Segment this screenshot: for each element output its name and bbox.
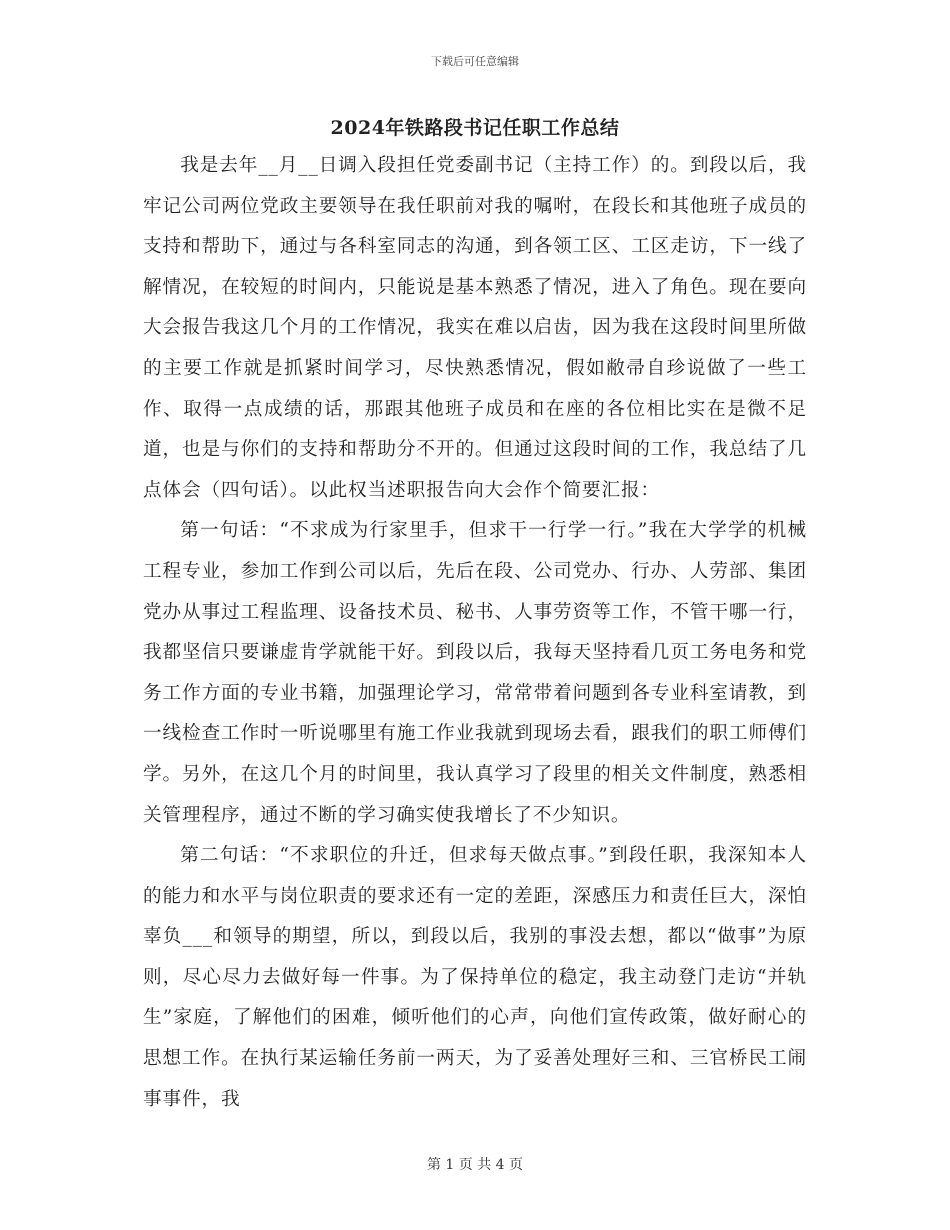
header-note: 下载后可任意编辑 (431, 55, 519, 68)
document-title: 2024年铁路段书记任职工作总结 (330, 117, 620, 139)
paragraph-3: 第二句话：“不求职位的升迁，但求每天做点事。”到段任职，我深知本人的能力和水平与岗位职责的要求还有一定的差距，深感压力和责任巨大，深怕辜负___和领导的期望，所以，到段以后，我别的事没去想，都以“做事”为原则，尽心尽力去做好每一件事。为了保持单位的稳定，我主动登门走访“并轨生”家庭，了解他们的困难，倾听他们的心声，向他们宣传政策，做好耐心的思想工作。在执行某运输任务前一两天，为了妥善处理好三和、三官桥民工闹事事件，我 (143, 845, 807, 1110)
document-body (143, 146, 807, 1120)
paragraph-1: 我是去年__月__日调入段担任党委副书记（主持工作）的。到段以后，我牢记公司两位党政主要领导在我任职前对我的嘱咐，在段长和其他班子成员的支持和帮助下，通过与各科室同志的沟通，到各领工区、工区走访，下一线了解情况，在较短的时间内，只能说是基本熟悉了情况，进入了角色。现在要向大会报告我这几个月的工作情况，我实在难以启齿，因为我在这段时间里所做的主要工作就是抓紧时间学习，尽快熟悉情况，假如敝帚自珍说做了一些工作、取得一点成绩的话，那跟其他班子成员和在座的各位相比实在是微不足道，也是与你们的支持和帮助分不开的。但通过这段时间的工作，我总结了几点体会（四句话）。以此权当述职报告向大会作个简要汇报： (143, 155, 807, 501)
page-number-footer: 第 1 页 共 4 页 (426, 1157, 524, 1173)
paragraph-2: 第一句话：“不求成为行家里手，但求干一行学一行。”我在大学学的机械工程专业，参加工作到公司以后，先后在段、公司党办、行办、人劳部、集团党办从事过工程监理、设备技术员、秘书、人事劳资等工作，不管干哪一行，我都坚信只要谦虚肯学就能干好。到段以后，我每天坚持看几页工务电务和党务工作方面的专业书籍，加强理论学习，常常带着问题到各专业科室请教，到一线检查工作时一听说哪里有施工作业我就到现场去看，跟我们的职工师傅们学。另外，在这几个月的时间里，我认真学习了段里的相关文件制度，熟悉相关管理程序，通过不断的学习确实使我增长了不少知识。 (143, 520, 807, 826)
